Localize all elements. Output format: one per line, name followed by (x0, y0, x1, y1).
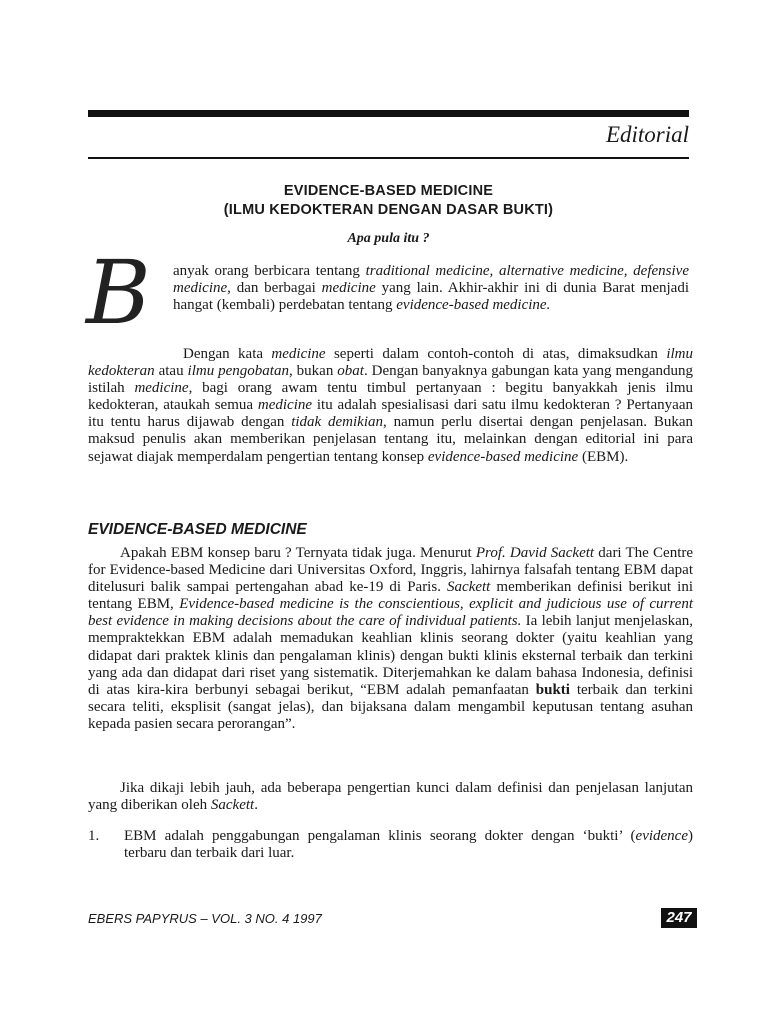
drop-cap: B (86, 241, 151, 344)
intro-paragraph: anyak orang berbicara tentang traditional medicine, alternative medicine, defensive medicine, dan berbagai medicine yang lain. Akhir-akhir ini di dunia Barat menjadi hangat (kembali) perdebatan tentang evidence-based medicine. (173, 263, 690, 314)
article-title-line1: EVIDENCE-BASED MEDICINE (283, 183, 494, 199)
list-item: 1. EBM adalah penggabungan pengalaman klinis seorang dokter dengan ‘bukti’ (evidence) terbaru dan terbaik dari luar. (88, 828, 693, 862)
journal-footer: EBERS PAPYRUS – VOL. 3 NO. 4 1997 (88, 911, 322, 926)
header-rule-thin (88, 157, 689, 159)
page-number: 247 (661, 908, 697, 928)
article-title-line2: (ILMU KEDOKTERAN DENGAN DASAR BUKTI) (223, 202, 554, 218)
section-heading: EVIDENCE-BASED MEDICINE (88, 521, 307, 538)
second-paragraph: Dengan kata medicine seperti dalam contoh-contoh di atas, dimaksudkan ilmu kedokteran atau ilmu pengobatan, bukan obat. Dengan banyaknya gabungan kata yang mengandung istilah medicine, bagi orang awam tentu timbul pertanyaan : begitu banyakkah jenis ilmu kedokteran, ataukah semua medicine itu adalah spesialisasi dari satu ilmu kedokteran ? Pertanyaan itu tentu harus dijawab dengan tidak demikian, namun perlu disertai dengan penjelasan. Bukan maksud penulis akan memberikan penjelasan tentang itu, melainkan dengan editorial ini para sejawat diajak memperdalam pengertian tentang konsep evidence-based medicine (EBM). (88, 346, 693, 465)
key-concepts-paragraph: Jika dikaji lebih jauh, ada beberapa pengertian kunci dalam definisi dan penjelasan lanjutan yang diberikan oleh Sackett. (88, 780, 693, 814)
article-subtitle: Apa pula itu ? (347, 231, 430, 246)
definition-paragraph: Apakah EBM konsep baru ? Ternyata tidak juga. Menurut Prof. David Sackett dari The Centre for Evidence-based Medicine dari Universitas Oxford, Inggris, lahirnya falsafah tentang EBM dapat ditelusuri balik sampai pertengahan abad ke-19 di Paris. Sackett memberikan definisi berikut ini tentang EBM, Evidence-based medicine is the conscientious, explicit and judicious use of current best evidence in making decisions about the care of individual patients. Ia lebih lanjut menjelaskan, mempraktekkan EBM adalah memadukan keahlian klinis seorang dokter (yaitu keahlian yang didapat dari praktek klinis dan pengalaman klinis) dengan bukti klinis eksternal terbaik dan terkini yang ada dan didapat dari riset yang sistematik. Diterjemahkan ke dalam bahasa Indonesia, definisi di atas kira-kira berbunyi sebagai berikut, “EBM adalah pemanfaatan bukti terbaik dan terkini secara teliti, eksplisit (sangat jelas), dan bijaksana dalam mengambil keputusan tentang asuhan kepada pasien secara perorangan”. (88, 545, 694, 732)
section-label: Editorial (605, 122, 689, 147)
header-rule-thick (88, 110, 689, 117)
list-item-number: 1. (88, 828, 100, 844)
